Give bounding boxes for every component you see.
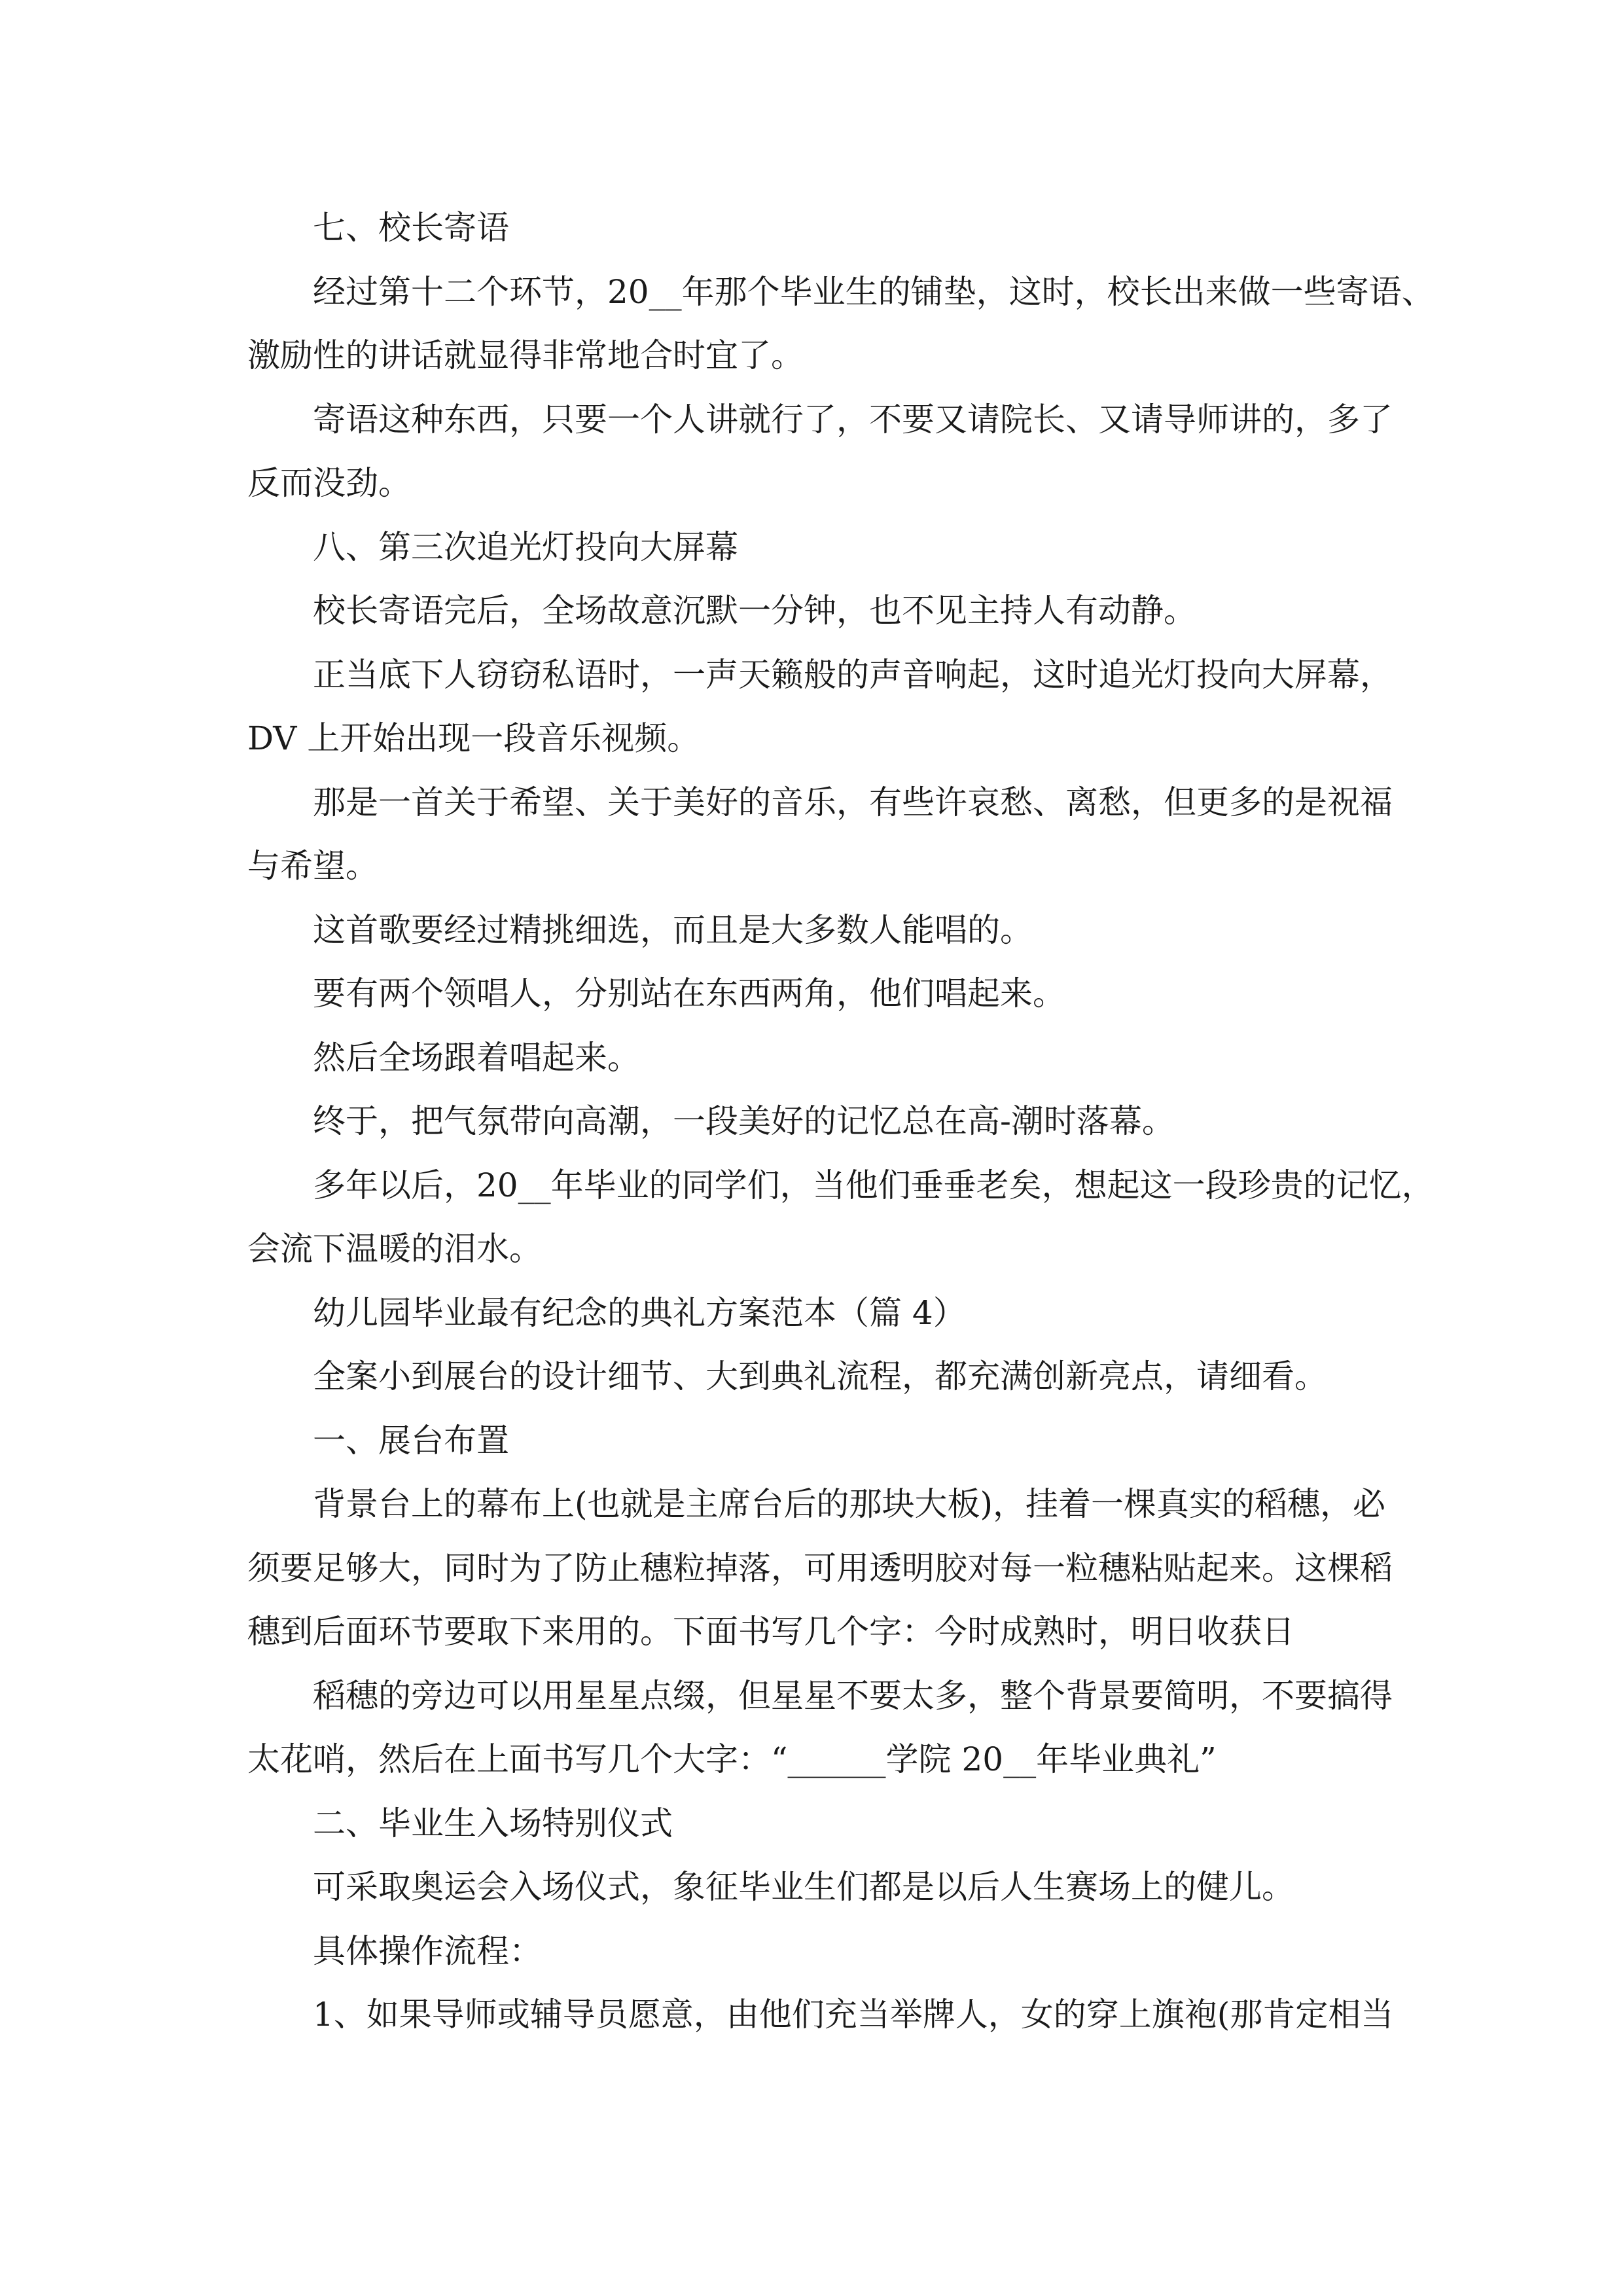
paragraph-line: 然后全场跟着唱起来。 (313, 1038, 640, 1077)
paragraph-line: 反而没劲。 (247, 464, 411, 502)
paragraph-line: 可采取奥运会入场仪式，象征毕业生们都是以后人生赛场上的健儿。 (313, 1868, 1294, 1906)
paragraph-line: DV 上开始出现一段音乐视频。 (247, 719, 700, 757)
paragraph-line: 与希望。 (247, 847, 378, 885)
paragraph-line: 经过第十二个环节，20__年那个毕业生的铺垫，这时，校长出来做一些寄语、 (313, 272, 1435, 311)
paragraph-line: 1、如果导师或辅导员愿意，由他们充当举牌人，女的穿上旗袍(那肯定相当 (313, 1996, 1394, 2034)
paragraph-line: 多年以后，20__年毕业的同学们，当他们垂垂老矣，想起这一段珍贵的记忆， (313, 1166, 1435, 1204)
paragraph-line: 正当底下人窃窃私语时，一声天籁般的声音响起，这时追光灯投向大屏幕， (313, 655, 1393, 694)
paragraph-line: 须要足够大，同时为了防止穗粒掉落，可用透明胶对每一粒穗粘贴起来。这棵稻 (247, 1549, 1393, 1587)
section-heading-stage-layout: 一、展台布置 (313, 1421, 509, 1460)
paragraph-line: 终于，把气氛带向高潮，一段美好的记忆总在高-潮时落幕。 (313, 1102, 1175, 1140)
paragraph-line: 要有两个领唱人，分别站在东西两角，他们唱起来。 (313, 975, 1065, 1013)
document-body (247, 196, 1435, 2047)
paragraph-line: 具体操作流程： (313, 1931, 542, 1970)
paragraph-line: 穗到后面环节要取下来用的。下面书写几个字：今时成熟时，明日收获日 (247, 1613, 1294, 1651)
section-heading-spotlight: 八、第三次追光灯投向大屏幕 (313, 528, 738, 566)
article-title: 幼儿园毕业最有纪念的典礼方案范本（篇 4） (313, 1293, 966, 1332)
paragraph-line: 这首歌要经过精挑细选，而且是大多数人能唱的。 (313, 910, 1033, 949)
paragraph-line: 全案小到展台的设计细节、大到典礼流程，都充满创新亮点，请细看。 (313, 1357, 1327, 1395)
paragraph-line: 稻穗的旁边可以用星星点缀，但星星不要太多，整个背景要简明，不要搞得 (313, 1676, 1393, 1715)
paragraph-line: 寄语这种东西，只要一个人讲就行了，不要又请院长、又请导师讲的，多了 (313, 400, 1393, 439)
paragraph-line: 那是一首关于希望、关于美好的音乐，有些许哀愁、离愁，但更多的是祝福 (313, 783, 1393, 821)
paragraph-line: 背景台上的幕布上(也就是主席台后的那块大板)，挂着一棵真实的稻穗，必 (313, 1485, 1386, 1523)
paragraph-line: 太花哨，然后在上面书写几个大字：“______学院 20__年毕业典礼” (247, 1740, 1217, 1778)
paragraph-line: 激励性的讲话就显得非常地合时宜了。 (247, 336, 804, 374)
section-heading-principal-message: 七、校长寄语 (313, 209, 509, 247)
paragraph-line: 校长寄语完后，全场故意沉默一分钟，也不见主持人有动静。 (313, 592, 1196, 630)
paragraph-line: 会流下温暖的泪水。 (247, 1230, 542, 1268)
section-heading-entrance-ceremony: 二、毕业生入场特别仪式 (313, 1804, 673, 1842)
